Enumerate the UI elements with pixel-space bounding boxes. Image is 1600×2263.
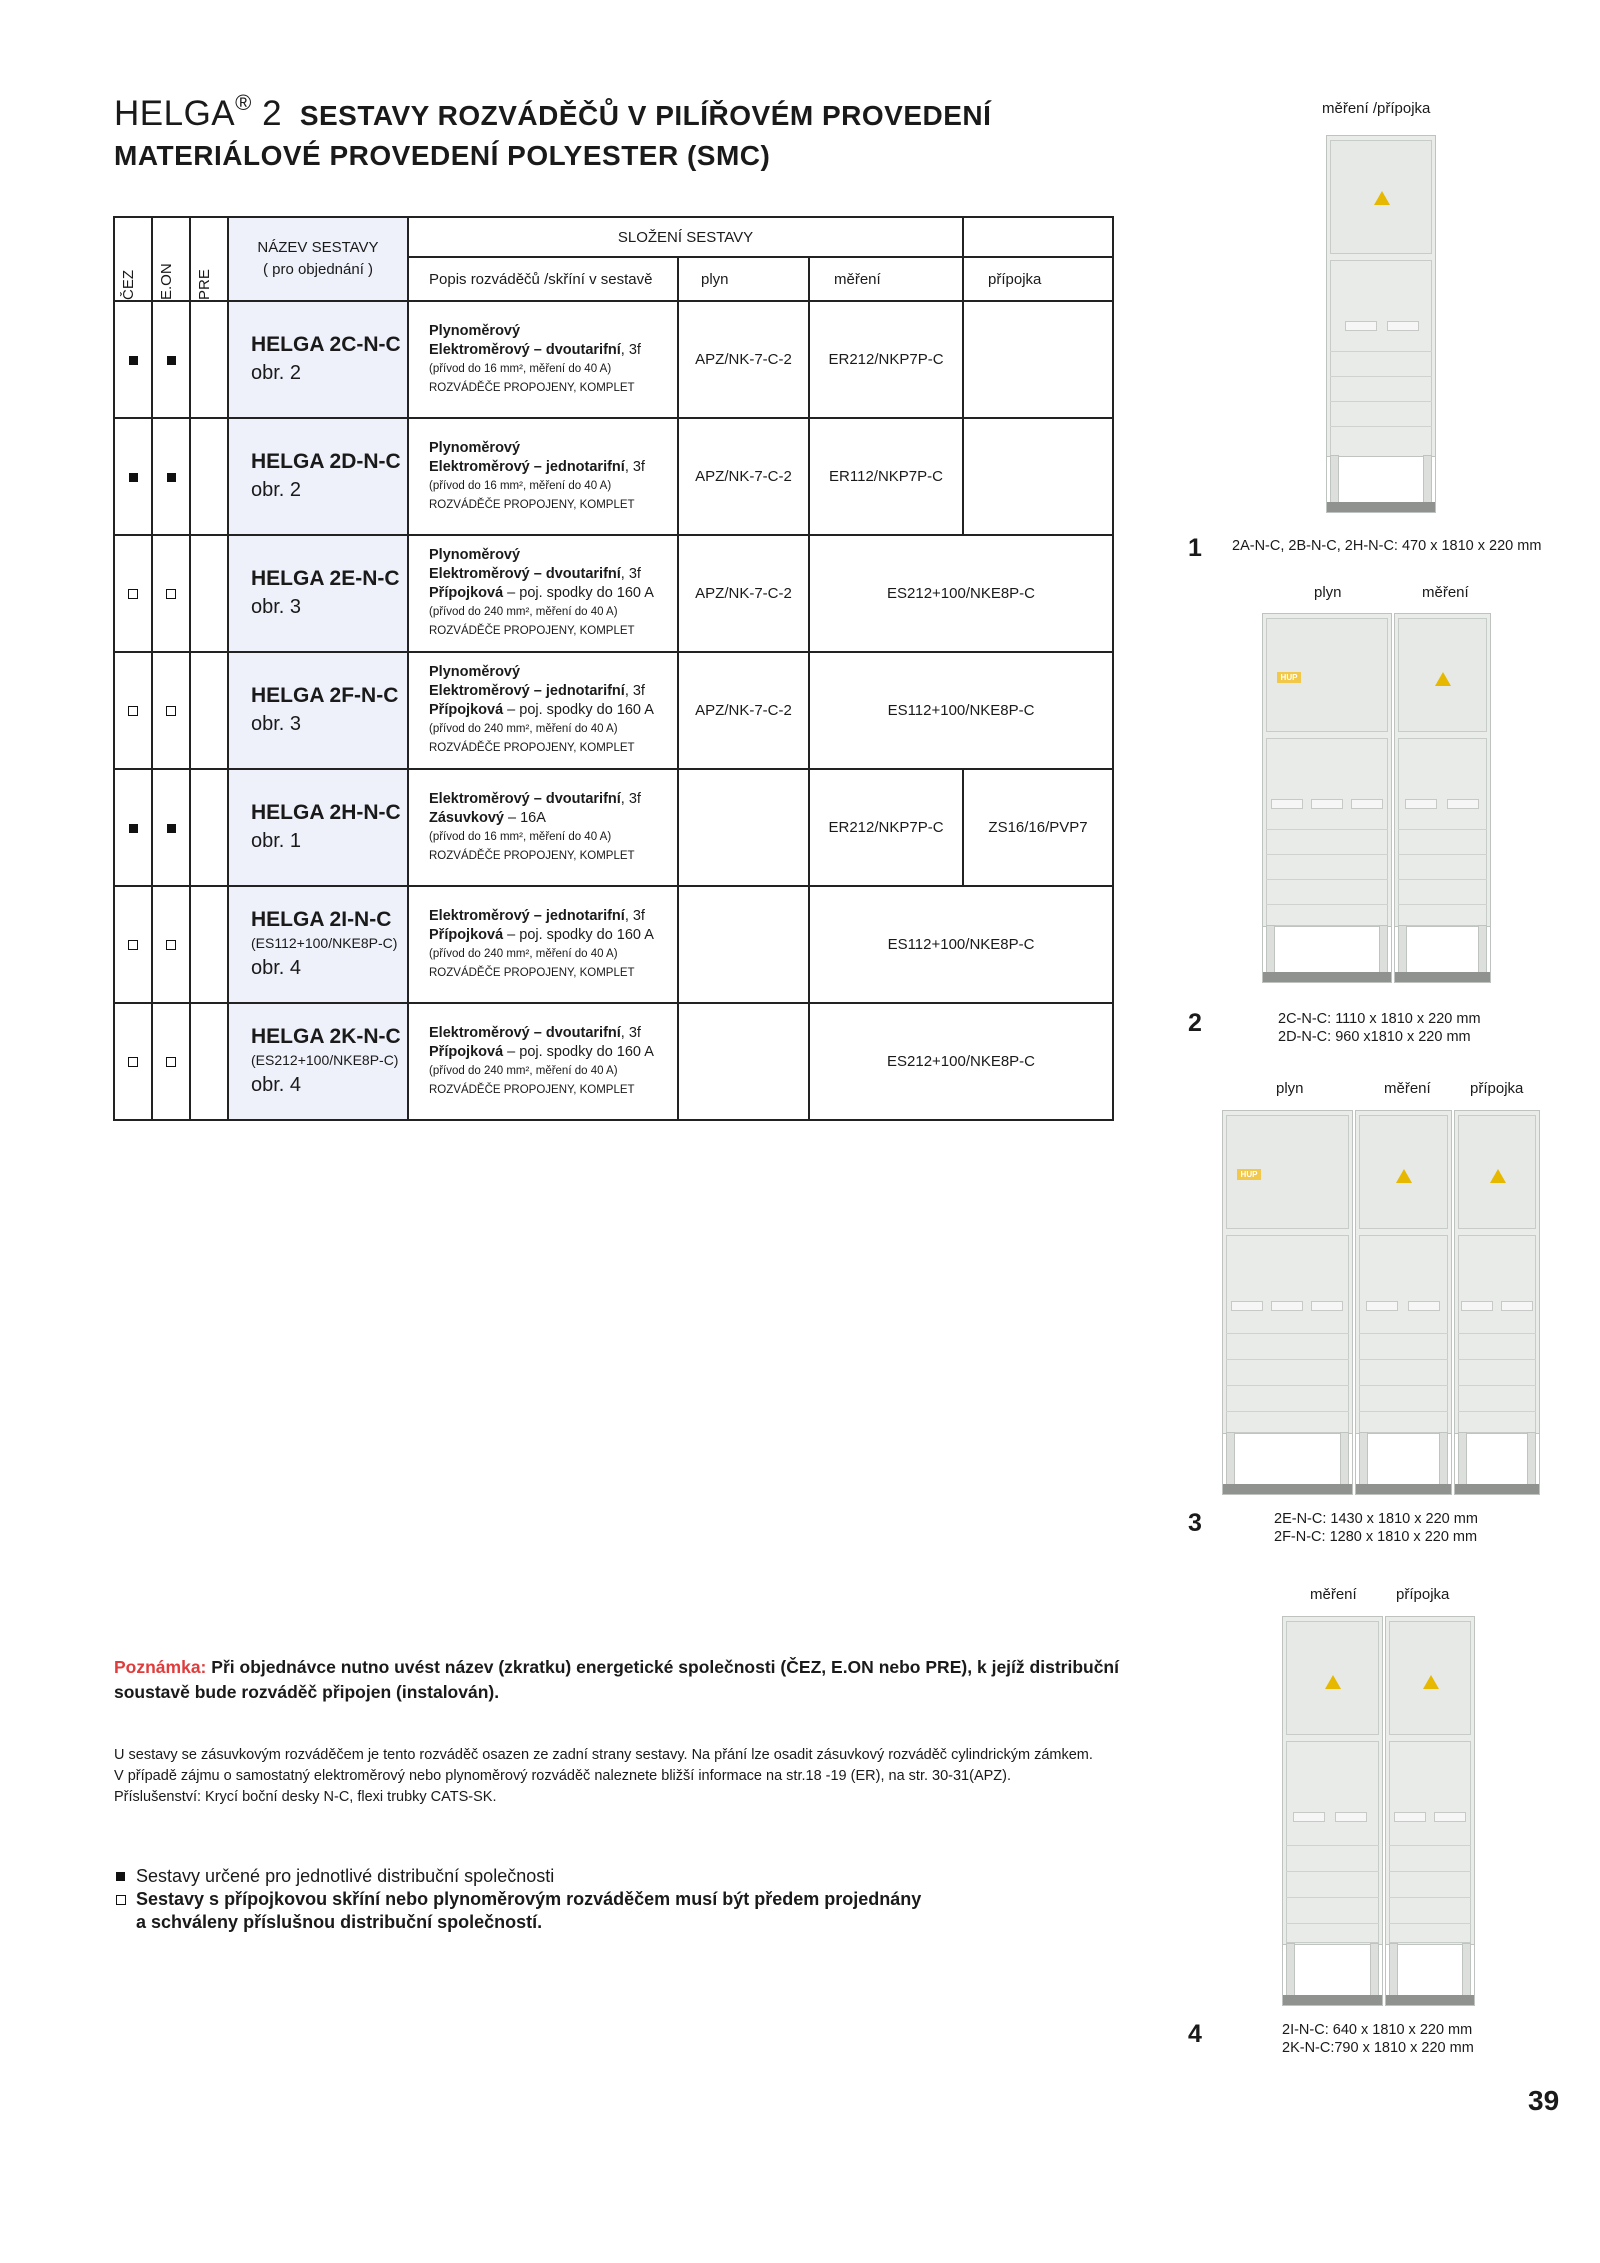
- cez-mark: [114, 418, 152, 535]
- assembly-name-cell: [228, 535, 408, 652]
- hup-badge: HUP: [1277, 672, 1301, 683]
- filled-square-icon: [167, 356, 176, 365]
- empty-square-icon: [128, 940, 138, 950]
- assembly-subname: (ES112+100/NKE8P-C): [251, 934, 398, 951]
- header-eon: E.ON: [152, 217, 190, 301]
- fig3-cabinet-mereni: [1355, 1110, 1452, 1495]
- title-line2: MATERIÁLOVÉ PROVEDENÍ POLYESTER (SMC): [114, 140, 771, 171]
- pre-mark: [190, 769, 228, 886]
- cez-mark: [114, 652, 152, 769]
- pripojka-cell: [963, 418, 1113, 535]
- legend-filled: Sestavy určené pro jednotlivé distribuční společnosti: [114, 1865, 1119, 1888]
- description-cell: Elektroměrový – jednotarifní, 3f Přípojková – poj. spodky do 160 A (přívod do 240 mm², měření do 40 A) ROZVÁDĚČE PROPOJENY, KOMPLET: [408, 886, 678, 1003]
- eon-mark: [152, 535, 190, 652]
- figure-ref: obr. 4: [251, 956, 302, 979]
- description-cell: Plynoměrový Elektroměrový – jednotarifní, 3f (přívod do 16 mm², měření do 40 A) ROZVÁDĚČE PROPOJENY, KOMPLET: [408, 418, 678, 535]
- table-body: [114, 301, 1113, 1120]
- mereni-cell: ER212/NKP7P-C: [809, 301, 963, 418]
- plyn-cell: [678, 886, 809, 1003]
- figure-ref: obr. 1: [251, 829, 302, 852]
- pripojka-cell: ZS16/16/PVP7: [963, 769, 1113, 886]
- empty-square-icon: [116, 1895, 126, 1905]
- assembly-name-cell: [228, 418, 408, 535]
- table-row: [114, 418, 1113, 535]
- plyn-cell: APZ/NK-7-C-2: [678, 535, 809, 652]
- header-cez: ČEZ: [114, 217, 152, 301]
- cez-mark: [114, 886, 152, 1003]
- figure-ref: obr. 2: [251, 478, 302, 501]
- fig4-label-mereni: měření: [1310, 1586, 1357, 1603]
- eon-mark: [152, 301, 190, 418]
- header-plyn: plyn: [678, 257, 809, 301]
- fig3-cabinet-pripojka: [1454, 1110, 1540, 1495]
- fig1-dim: 2A-N-C, 2B-N-C, 2H-N-C: 470 x 1810 x 220 mm: [1232, 538, 1542, 554]
- empty-square-icon: [166, 706, 176, 716]
- info-p2: V případě zájmu o samostatný elektroměrový nebo plynoměrový rozváděč naleznete bližší informace na str.18 -19 (ER), na str. 30-31(APZ).: [114, 1768, 1011, 1784]
- assembly-name: HELGA 2E-N-C: [251, 566, 400, 590]
- description-cell: Plynoměrový Elektroměrový – dvoutarifní, 3f (přívod do 16 mm², měření do 40 A) ROZVÁDĚČE PROPOJENY, KOMPLET: [408, 301, 678, 418]
- fig1-cabinet: [1326, 135, 1436, 513]
- fig2-label-mereni: měření: [1422, 584, 1469, 601]
- fig4-dim2: 2K-N-C:790 x 1810 x 220 mm: [1282, 2040, 1474, 2056]
- cez-mark: [114, 1003, 152, 1120]
- figure-ref: obr. 4: [251, 1073, 302, 1096]
- assembly-name-cell: [228, 886, 408, 1003]
- eon-mark: [152, 769, 190, 886]
- brand-name: HELGA® 2: [114, 90, 283, 133]
- header-name: NÁZEV SESTAVY ( pro objednání ): [228, 217, 408, 301]
- table-row: [114, 535, 1113, 652]
- fig2-dim2: 2D-N-C: 960 x1810 x 220 mm: [1278, 1029, 1471, 1045]
- fig2-cabinet-mereni: [1394, 613, 1491, 983]
- pre-mark: [190, 301, 228, 418]
- assembly-name: HELGA 2C-N-C: [251, 332, 401, 356]
- fig4-number: 4: [1188, 2020, 1202, 2048]
- pre-mark: [190, 1003, 228, 1120]
- assembly-name: HELGA 2D-N-C: [251, 449, 401, 473]
- fig4-cabinet-pripojka: [1385, 1616, 1475, 2006]
- eon-mark: [152, 1003, 190, 1120]
- mereni-cell: ER212/NKP7P-C: [809, 769, 963, 886]
- product-table: [113, 216, 1114, 1121]
- assembly-subname: (ES212+100/NKE8P-C): [251, 1051, 399, 1068]
- filled-square-icon: [129, 356, 138, 365]
- plyn-cell: APZ/NK-7-C-2: [678, 652, 809, 769]
- pre-mark: [190, 886, 228, 1003]
- pre-mark: [190, 652, 228, 769]
- fig3-label-plyn: plyn: [1276, 1080, 1304, 1097]
- cez-mark: [114, 301, 152, 418]
- fig1-label: měření /přípojka: [1322, 100, 1431, 117]
- table-row: [114, 301, 1113, 418]
- pre-mark: [190, 535, 228, 652]
- header-pripojka: přípojka: [963, 257, 1113, 301]
- description-cell: Elektroměrový – dvoutarifní, 3f Přípojková – poj. spodky do 160 A (přívod do 240 mm², měření do 40 A) ROZVÁDĚČE PROPOJENY, KOMPLET: [408, 1003, 678, 1120]
- plyn-cell: APZ/NK-7-C-2: [678, 418, 809, 535]
- assembly-name: HELGA 2F-N-C: [251, 683, 399, 707]
- assembly-name-cell: [228, 769, 408, 886]
- note-label: Poznámka:: [114, 1657, 207, 1677]
- assembly-name: HELGA 2I-N-C: [251, 907, 392, 931]
- assembly-name: HELGA 2H-N-C: [251, 800, 401, 824]
- cez-mark: [114, 535, 152, 652]
- assembly-name-cell: [228, 301, 408, 418]
- plyn-cell: [678, 769, 809, 886]
- eon-mark: [152, 886, 190, 1003]
- page-title: [114, 92, 991, 134]
- plyn-cell: [678, 1003, 809, 1120]
- info-block: [114, 1745, 1119, 1808]
- order-note: [114, 1655, 1119, 1705]
- assembly-name: HELGA 2K-N-C: [251, 1024, 401, 1048]
- table-row: [114, 1003, 1113, 1120]
- eon-mark: [152, 652, 190, 769]
- empty-square-icon: [128, 1057, 138, 1067]
- warning-icon: [1325, 1675, 1341, 1689]
- fig4-cabinet-mereni: [1282, 1616, 1383, 2006]
- header-pre: PRE: [190, 217, 228, 301]
- fig2-dim1: 2C-N-C: 1110 x 1810 x 220 mm: [1278, 1011, 1481, 1027]
- fig3-dim2: 2F-N-C: 1280 x 1810 x 220 mm: [1274, 1529, 1478, 1545]
- fig2-cabinet-plyn: [1262, 613, 1392, 983]
- assembly-name-cell: [228, 1003, 408, 1120]
- merged-code-cell: ES112+100/NKE8P-C: [809, 652, 1113, 769]
- fig1-number: 1: [1188, 534, 1202, 562]
- description-cell: Plynoměrový Elektroměrový – dvoutarifní, 3f Přípojková – poj. spodky do 160 A (přívod do 240 mm², měření do 40 A) ROZVÁDĚČE PROPOJENY, KOMPLET: [408, 535, 678, 652]
- empty-square-icon: [166, 1057, 176, 1067]
- fig4-dim1: 2I-N-C: 640 x 1810 x 220 mm: [1282, 2022, 1473, 2038]
- warning-icon: [1435, 672, 1451, 686]
- merged-code-cell: ES212+100/NKE8P-C: [809, 1003, 1113, 1120]
- empty-square-icon: [128, 706, 138, 716]
- table-row: [114, 769, 1113, 886]
- merged-code-cell: ES212+100/NKE8P-C: [809, 535, 1113, 652]
- fig3-number: 3: [1188, 1509, 1202, 1537]
- pre-mark: [190, 418, 228, 535]
- mereni-cell: ER112/NKP7P-C: [809, 418, 963, 535]
- fig4-label-pripojka: přípojka: [1396, 1586, 1450, 1603]
- page-number: 39: [1528, 2085, 1560, 2116]
- fig2-number: 2: [1188, 1009, 1202, 1037]
- fig3-dim1: 2E-N-C: 1430 x 1810 x 220 mm: [1274, 1511, 1478, 1527]
- fig3-label-mereni: měření: [1384, 1080, 1431, 1097]
- filled-square-icon: [129, 824, 138, 833]
- legend: [114, 1865, 1119, 1934]
- filled-square-icon: [129, 473, 138, 482]
- cez-mark: [114, 769, 152, 886]
- info-p3: Příslušenství: Krycí boční desky N-C, flexi trubky CATS-SK.: [114, 1789, 497, 1805]
- fig3-label-pripojka: přípojka: [1470, 1080, 1524, 1097]
- empty-square-icon: [166, 589, 176, 599]
- eon-mark: [152, 418, 190, 535]
- warning-icon: [1396, 1169, 1412, 1183]
- header-empty: [963, 217, 1113, 257]
- warning-icon: [1423, 1675, 1439, 1689]
- description-cell: Elektroměrový – dvoutarifní, 3f Zásuvkový – 16A (přívod do 16 mm², měření do 40 A) ROZVÁDĚČE PROPOJENY, KOMPLET: [408, 769, 678, 886]
- header-mereni: měření: [809, 257, 963, 301]
- header-group: SLOŽENÍ SESTAVY: [408, 217, 963, 257]
- empty-square-icon: [128, 589, 138, 599]
- fig2-label-plyn: plyn: [1314, 584, 1342, 601]
- figure-ref: obr. 3: [251, 712, 302, 735]
- header-popis: Popis rozváděčů /skříní v sestavě: [408, 257, 678, 301]
- legend-empty: Sestavy s přípojkovou skříní nebo plynoměrovým rozváděčem musí být předem projednány a schváleny příslušnou distribuční společností.: [114, 1888, 1119, 1934]
- figure-ref: obr. 2: [251, 361, 302, 384]
- merged-code-cell: ES112+100/NKE8P-C: [809, 886, 1113, 1003]
- warning-icon: [1490, 1169, 1506, 1183]
- warning-icon: [1374, 191, 1390, 205]
- filled-square-icon: [167, 824, 176, 833]
- info-p1: U sestavy se zásuvkovým rozváděčem je tento rozváděč osazen ze zadní strany sestavy. Na přání lze osadit zásuvkový rozváděč cylindrickým zámkem.: [114, 1747, 1093, 1763]
- assembly-name-cell: [228, 652, 408, 769]
- plyn-cell: APZ/NK-7-C-2: [678, 301, 809, 418]
- fig3-cabinet-plyn: [1222, 1110, 1353, 1495]
- title-line1: SESTAVY ROZVÁDĚČŮ V PILÍŘOVÉM PROVEDENÍ: [299, 99, 992, 131]
- filled-square-icon: [167, 473, 176, 482]
- hup-badge: HUP: [1237, 1169, 1261, 1180]
- table-row: [114, 652, 1113, 769]
- table-row: [114, 886, 1113, 1003]
- figure-ref: obr. 3: [251, 595, 302, 618]
- pripojka-cell: [963, 301, 1113, 418]
- note-text: Při objednávce nutno uvést název (zkratku) energetické společnosti (ČEZ, E.ON nebo PRE), k jejíž distribuční soustavě bude rozváděč připojen (instalován).: [114, 1657, 1119, 1702]
- empty-square-icon: [166, 940, 176, 950]
- table-header-row: [114, 217, 1113, 257]
- description-cell: Plynoměrový Elektroměrový – jednotarifní, 3f Přípojková – poj. spodky do 160 A (přívod do 240 mm², měření do 40 A) ROZVÁDĚČE PROPOJENY, KOMPLET: [408, 652, 678, 769]
- filled-square-icon: [116, 1872, 125, 1881]
